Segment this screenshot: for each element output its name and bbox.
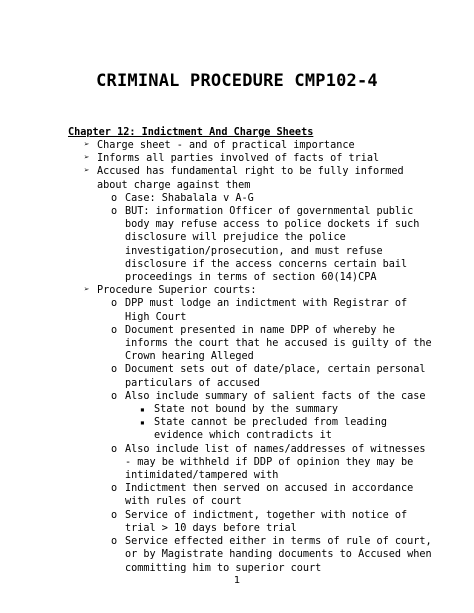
list-item-text: evidence which contradicts it <box>154 430 332 442</box>
list-item-text: High Court <box>125 311 187 323</box>
circle-bullet-icon: o <box>111 298 118 310</box>
list-item <box>0 192 474 205</box>
list-item-text: investigation/prosecution, and must refuse <box>125 245 383 257</box>
list-item-text: disclosure will prejudice the police <box>125 232 346 244</box>
list-item <box>0 363 474 389</box>
list-item-text: about charge against them <box>97 179 251 191</box>
list-item-text: Case: Shabalala v A-G <box>125 192 254 204</box>
list-item <box>0 390 474 403</box>
list-item-text: DPP must lodge an indictment with Registrar of <box>125 298 408 310</box>
circle-bullet-icon: o <box>111 364 118 376</box>
list-item <box>0 535 474 575</box>
page-number: 1 <box>233 575 241 586</box>
circle-bullet-icon: o <box>111 324 118 336</box>
list-item-text: Indictment then served on accused in accordance <box>125 483 414 495</box>
circle-bullet-icon: o <box>111 509 118 521</box>
list-item-text: Accused has fundamental right to be fully informed <box>97 166 404 178</box>
list-item <box>0 297 474 323</box>
list-item-text: Document sets out of date/place, certain personal <box>125 364 426 376</box>
list-item <box>0 205 474 284</box>
list-item-text: Service effected either in terms of rule of court, <box>125 536 432 548</box>
list-item-text: State cannot be precluded from leading <box>154 417 388 429</box>
chapter-heading: Chapter 12: Indictment And Charge Sheets <box>68 127 314 138</box>
list-item-text: Also include summary of salient facts of the case <box>125 390 426 402</box>
bullet-list <box>0 139 474 575</box>
list-item <box>0 165 474 191</box>
list-item <box>0 152 474 165</box>
list-item <box>0 139 474 152</box>
list-item <box>0 443 474 483</box>
circle-bullet-icon: o <box>111 192 118 204</box>
list-item-text: trial > 10 days before trial <box>125 522 297 534</box>
list-item-text: or by Magistrate handing documents to Accused when <box>125 549 432 561</box>
circle-bullet-icon: o <box>111 390 118 402</box>
square-bullet-icon: ▪ <box>140 418 145 428</box>
list-item-text: Service of indictment, together with notice of <box>125 509 408 521</box>
list-item <box>0 403 474 416</box>
list-item-text: Charge sheet - and of practical importance <box>97 140 355 151</box>
list-item-text: Document presented in name DPP of whereby he <box>125 324 395 336</box>
circle-bullet-icon: o <box>111 206 118 218</box>
list-item-text: disclosure if the access concerns certain bail <box>125 258 408 270</box>
list-item-text: State not bound by the summary <box>154 404 339 416</box>
list-item <box>0 416 474 442</box>
list-item-text: Informs all parties involved of facts of trial <box>97 153 380 165</box>
arrow-bullet-icon: ➢ <box>84 140 90 150</box>
list-item-text: Procedure Superior courts: <box>97 285 257 297</box>
arrow-bullet-icon: ➢ <box>84 166 90 177</box>
list-item-text: - may be withheld if DDP of opinion they may be <box>125 456 414 468</box>
list-item-text: with rules of court <box>125 496 242 508</box>
list-item <box>0 482 474 508</box>
arrow-bullet-icon: ➢ <box>84 153 90 164</box>
list-item-text: Crown hearing Alleged <box>125 351 254 363</box>
list-item <box>0 324 474 364</box>
list-item <box>0 284 474 297</box>
list-item <box>0 509 474 535</box>
list-item-text: informs the court that he accused is guilty of the <box>125 338 432 350</box>
page-title: CRIMINAL PROCEDURE CMP102-4 <box>96 71 378 91</box>
square-bullet-icon: ▪ <box>140 405 145 415</box>
list-item-text: committing him to superior court <box>125 562 322 574</box>
circle-bullet-icon: o <box>111 443 118 455</box>
list-item-text: particulars of accused <box>125 377 260 389</box>
arrow-bullet-icon: ➢ <box>84 285 90 296</box>
list-item-text: BUT: information Officer of governmental public <box>125 206 414 218</box>
list-item-text: intimidated/tampered with <box>125 470 279 482</box>
list-item-text: proceedings in terms of section 60(14)CPA <box>125 272 377 284</box>
circle-bullet-icon: o <box>111 483 118 495</box>
list-item-text: Also include list of names/addresses of witnesses <box>125 443 426 455</box>
list-item-text: body may refuse access to police dockets if such <box>125 219 420 231</box>
circle-bullet-icon: o <box>111 536 118 548</box>
